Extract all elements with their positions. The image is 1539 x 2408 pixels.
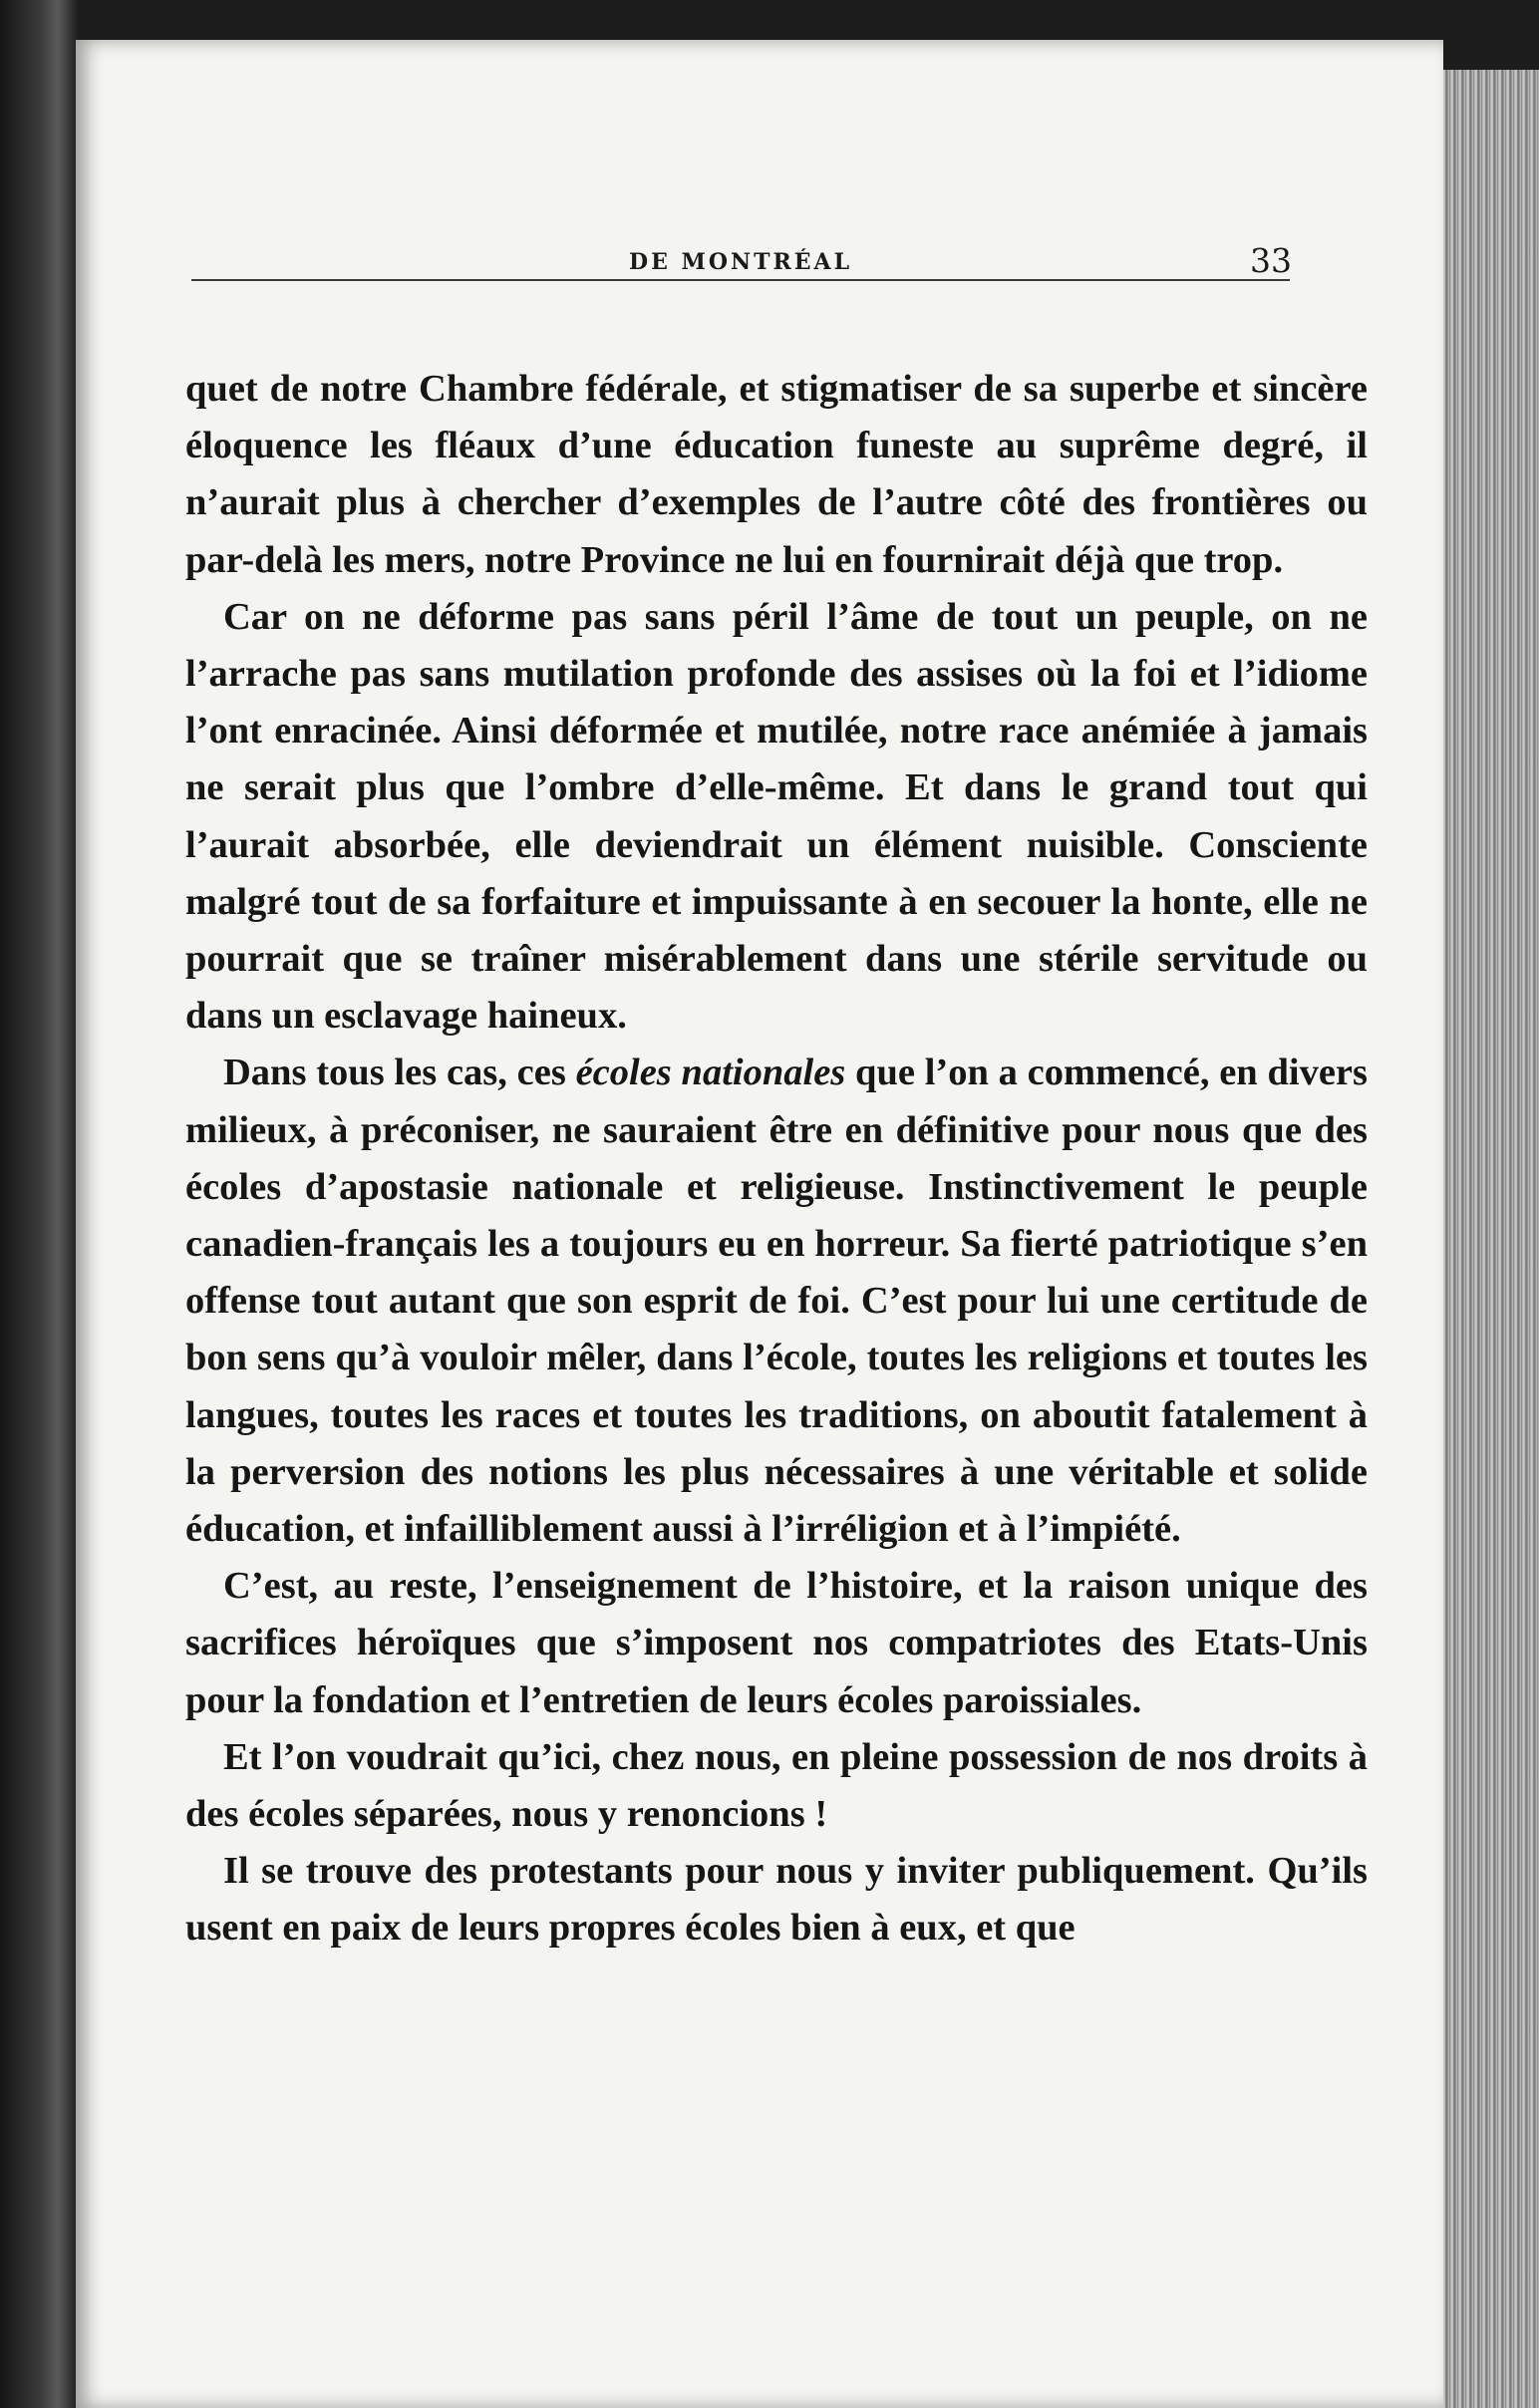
page-number: 33 (1250, 241, 1292, 280)
body-text (185, 361, 1368, 1957)
paragraph: Car on ne déforme pas sans péril l’âme de tout un peuple, on ne l’arrache pas sans mutilation profonde des assises où la foi et l’idiome l’ont enracinée. Ainsi déformée et mutilée, notre race anémiée à jamais ne serait plus que l’ombre d’elle-même. Et dans le grand tout qui l’aurait absorbée, elle deviendrait un élément nuisible. Consciente malgré tout de sa forfaiture et impuissante à en secouer la honte, elle ne pourrait que se traîner misérablement dans une stérile servitude ou dans un esclavage haineux. (185, 595, 1368, 1038)
paragraph: C’est, au reste, l’enseignement de l’histoire, et la raison unique des sacrifices héroïques que s’imposent nos compatriotes des Etats-Unis pour la fondation et l’entretien de leurs écoles paroissiales. (185, 1565, 1368, 1721)
header-rule (191, 279, 1290, 281)
running-head (76, 241, 1443, 281)
paragraph-text-after: que l’on a commencé, en divers milieux, à préconiser, ne sauraient être en définitive pour nous que des écoles d’apostasie nationale et religieuse. Instinctivement le peuple canadien-français les a toujours eu en horreur. Sa fierté patriotique s’en offense tout autant que son esprit de foi. C’est pour lui une certitude de bon sens qu’à vouloir mêler, dans l’école, toutes les religions et toutes les langues, toutes les races et toutes les traditions, on aboutit fatalement à la perversion des notions les plus nécessaires à une véritable et solide éducation, et infailliblement aussi à l’irréligion et à l’impiété. (185, 1052, 1368, 1551)
paragraph-with-emphasis (185, 1045, 1368, 1558)
paragraph-continued: quet de notre Chambre fédérale, et stigmatiser de sa superbe et sincère éloquence les fléaux d’une éducation funeste au suprême degré, il n’aurait plus à chercher d’exemples de l’autre côté des frontières ou par-delà les mers, notre Province ne lui en fournirait déjà que trop. (185, 368, 1368, 581)
paragraph: Il se trouve des protestants pour nous y inviter publiquement. Qu’ils usent en paix de leurs propres écoles bien à eux, et que (185, 1850, 1368, 1950)
emphasis-ecoles-nationales: écoles nationales (575, 1052, 846, 1094)
running-title: DE MONTRÉAL (629, 249, 853, 275)
paper-page (76, 40, 1443, 2408)
book-binding-shadow (0, 0, 78, 2408)
paragraph-text-before: Dans tous les cas, ces (223, 1052, 576, 1094)
book-page-edges (1435, 70, 1539, 2408)
paragraph: Et l’on voudrait qu’ici, chez nous, en pleine possession de nos droits à des écoles séparées, nous y renoncions ! (185, 1735, 1368, 1836)
